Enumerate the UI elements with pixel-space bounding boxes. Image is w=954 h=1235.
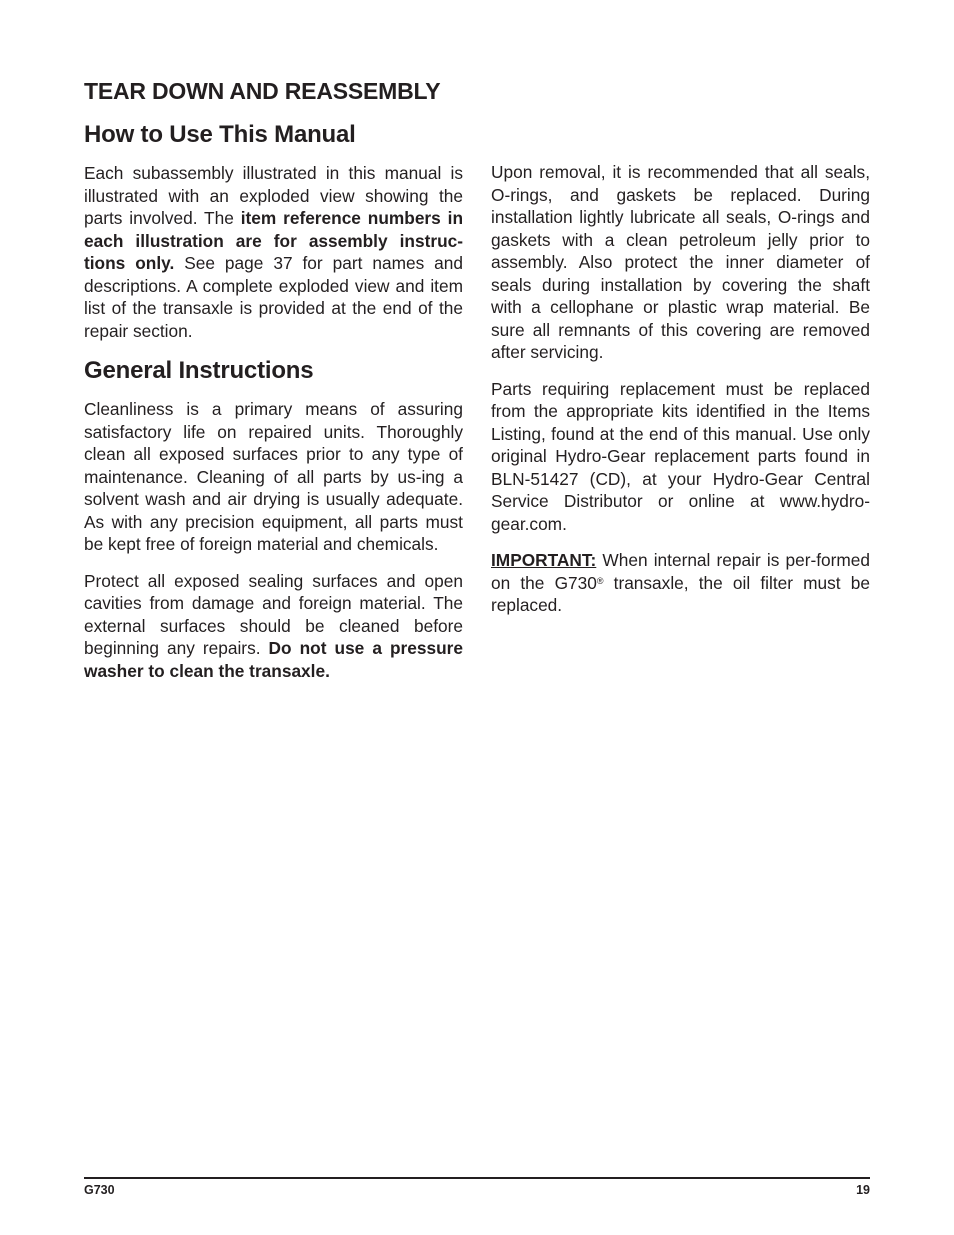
general-instructions-heading: General Instructions — [84, 357, 314, 384]
footer-model: G730 — [84, 1183, 115, 1197]
how-to-use-bold-text: item reference numbers in each illustration are for assembly instruc-tions only. — [84, 208, 463, 273]
cleanliness-paragraph: Cleanliness is a primary means of assuring satisfactory life on repaired units. Thoroughly clean all exposed surfaces prior to any type of maintenance. Cleaning of all parts by us-ing a solvent wash and air drying is usually adequate. As with any precision equipment, all parts must be kept free of foreign material and chemicals. — [84, 399, 463, 554]
how-to-use-heading: How to Use This Manual — [84, 121, 356, 148]
right-column — [491, 161, 870, 631]
important-note-paragraph — [491, 549, 870, 617]
protect-surfaces-paragraph — [84, 570, 463, 683]
protect-surfaces-text: Protect all exposed sealing surfaces and open cavities from damage and foreign material. The external surfaces should be cleaned before beginning any repairs. — [84, 570, 463, 658]
left-column — [84, 120, 463, 696]
how-to-use-text-a: Each subassembly illustrated in this manual is illustrated with an exploded view showing the parts involved. The — [84, 163, 463, 228]
section-title: TEAR DOWN AND REASSEMBLY — [84, 78, 441, 104]
how-to-use-paragraph — [84, 162, 463, 342]
important-text-a: When internal repair is per-formed on the G730 — [491, 550, 870, 593]
footer-divider — [84, 1177, 870, 1179]
registered-mark: ® — [596, 575, 604, 586]
seal-replacement-paragraph: Upon removal, it is recommended that all seals, O-rings, and gaskets be replaced. During installation lightly lubricate all seals, O-rings and gaskets with a clean petroleum jelly prior to assembly. Also protect the inner diameter of seals during installation by covering the shaft with a cellophane or plastic wrap material. Be sure all remnants of this covering are removed after servicing. — [491, 162, 870, 362]
pressure-washer-warning: Do not use a pressure washer to clean the transaxle. — [84, 638, 463, 681]
replacement-parts-paragraph: Parts requiring replacement must be replaced from the appropriate kits identified in the Items Listing, found at the end of this manual. Use only original Hydro-Gear replacement parts found in BLN-51427 (CD), at your Hydro-Gear Central Service Distributor or online at www.hydro-gear.com. — [491, 378, 870, 534]
how-to-use-text-b: See page 37 for part names and descriptions. A complete exploded view and item list of the transaxle is provided at the end of the repair section. — [84, 253, 464, 341]
important-text-b: transaxle, the oil filter must be replaced. — [491, 572, 870, 615]
important-label: IMPORTANT: — [491, 550, 597, 570]
footer-page-number: 19 — [856, 1183, 870, 1197]
